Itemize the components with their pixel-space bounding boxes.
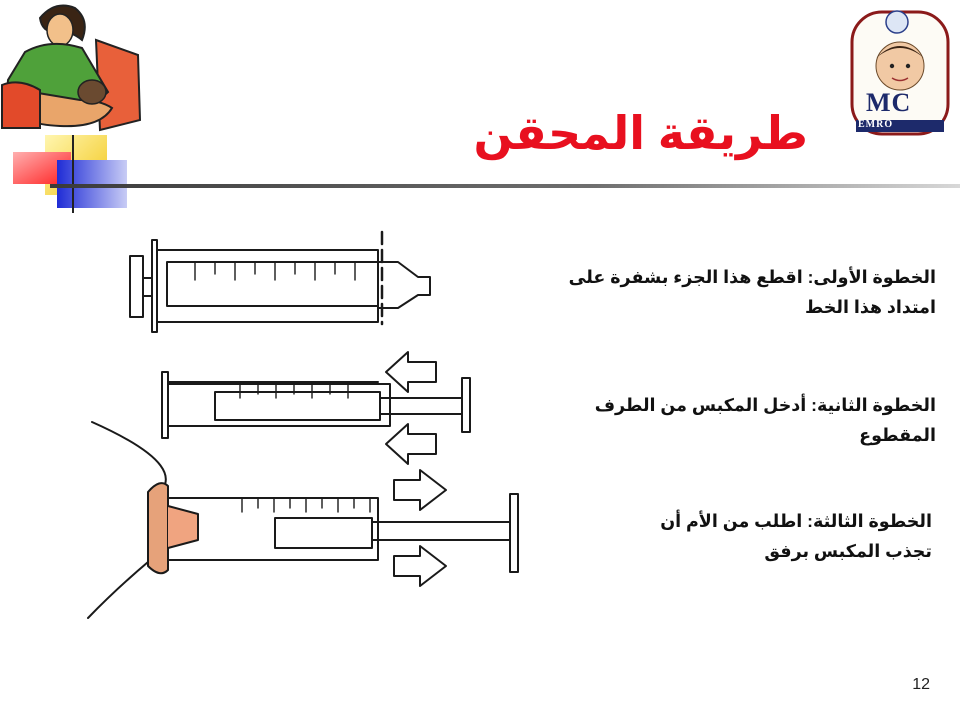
arrow-left-icon	[386, 352, 436, 392]
arrow-left-icon	[386, 424, 436, 464]
arrow-right-icon	[394, 470, 446, 510]
syringe-1	[130, 232, 430, 332]
step-3-text: الخطوة الثالثة: اطلب من الأم أن تجذب المكبس برفق	[660, 511, 932, 561]
syringe-3	[148, 470, 518, 586]
step-1-text: الخطوة الأولى: اقطع هذا الجزء بشفرة على امتداد هذا الخط	[568, 267, 936, 317]
logo-letters: MC	[866, 88, 912, 117]
arrow-right-icon	[394, 546, 446, 586]
page-number: 12	[912, 676, 930, 693]
logo-region: EMRO	[858, 119, 894, 130]
slide-title: طريقة المحقن	[473, 107, 808, 159]
step-2-text: الخطوة الثانية: أدخل المكبس من الطرف المقطوع	[594, 395, 936, 445]
syringe-2	[162, 352, 470, 464]
